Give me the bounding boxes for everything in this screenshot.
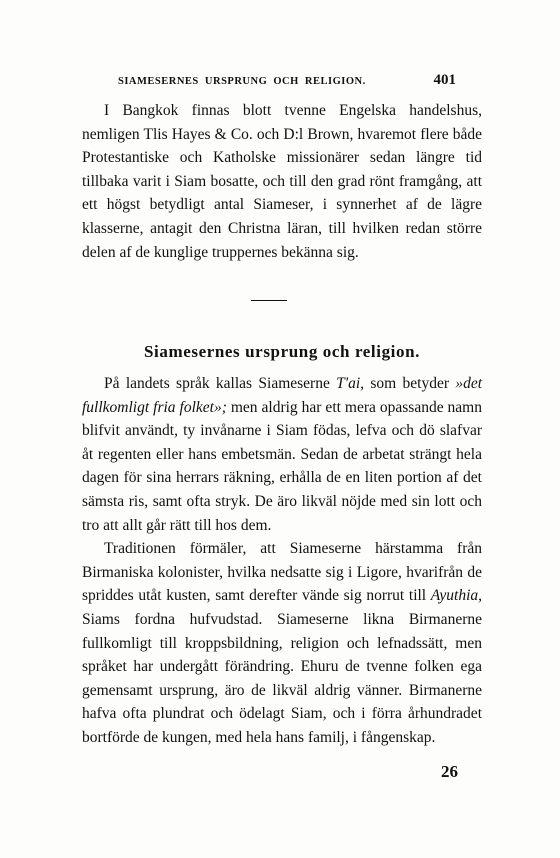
intro-paragraph: I Bangkok finnas blott tvenne Engelska handelshus, nemligen Tlis Hayes & Co. och D:l Brown, hvaremot flere både Protestantiske och Katholske missionärer sedan längre tid tillbaka varit i Siam bosatte, och till den grad rönt framgång, att ett högst betydligt antal Siameser, i synnerhet af de lägre klasserne, antagit den Christna läran, till hvilken redan större delen af de kunglige truppernes bekänna sig. (82, 102, 482, 261)
native-name-term: T'ai, (336, 375, 365, 392)
paragraph-2-text-b: Siams fordna hufvudstad. Siameserne likna Birmanerne fullkomligt till kroppsbildning, religion och lefnadssätt, men språket har undergått förändring. Ehuru de tvenne folken ega gemensamt ursprung, äro de likväl aldrig vänner. Birmanerne hafva ofta plundrat och ödelagt Siam, och i förra århundradet bortförde de kungen, med hela hans familj, i fångenskap. (82, 610, 482, 746)
paragraph-1-text-a: På landets språk kallas Siameserne (104, 375, 337, 392)
running-head-title: SIAMESERNES URSPRUNG OCH RELIGION. (118, 76, 366, 87)
section-divider-rule (251, 300, 287, 301)
page-number: 401 (433, 72, 456, 88)
paragraph-1-text-c: men aldrig har ett mera opassande namn blifvit användt, ty invånarne i Siam födas, lefva och dö slafvar åt regenten eller hans embetsmän. Sedan de arbetat strängt hela dagen för sina herrars räkning, erhålla de en liten portion af det sämsta ris, samt ofta stryk. De äro likväl nöjde med sin lott och tro att allt går rätt till hos dem. (82, 398, 482, 534)
signature-mark: 26 (441, 762, 458, 781)
paragraph-1-text-b: som betyder (364, 375, 456, 392)
section-paragraph-2 (82, 537, 482, 749)
translation-term: »det fullkomligt fria folket»; (82, 375, 482, 416)
capital-name-term: Ayuthia, (430, 587, 482, 605)
intro-text-block (82, 99, 482, 264)
paragraph-2-text-a: Traditionen förmäler, att Siameserne härstamma från Birmaniska kolonister, hvilka nedsatte sig i Ligore, hvarifrån de spriddes utåt kusten, samt derefter vände sig norrut till (82, 540, 482, 605)
section-heading: Siamesernes ursprung och religion. (143, 342, 421, 361)
section-body (82, 372, 482, 750)
section-paragraph-1 (82, 372, 482, 537)
